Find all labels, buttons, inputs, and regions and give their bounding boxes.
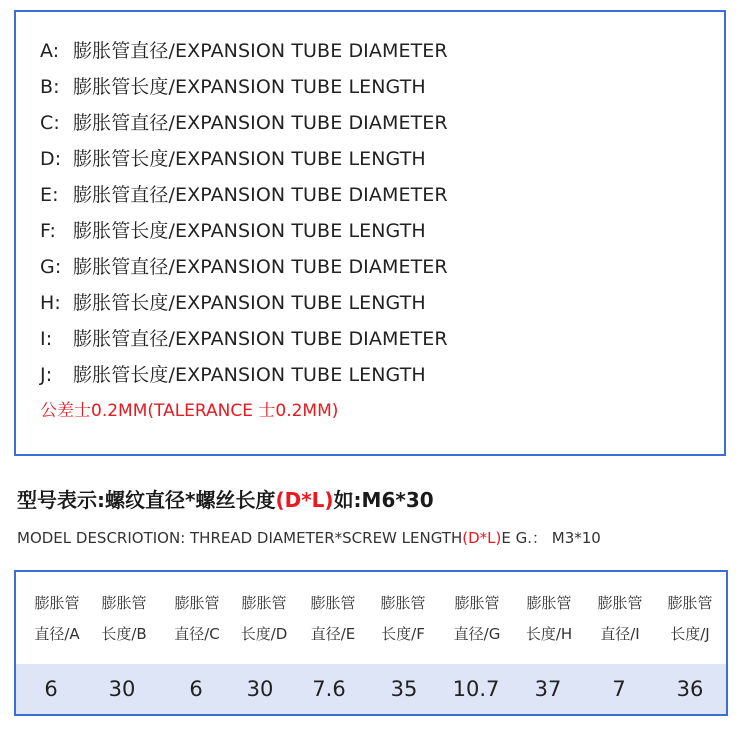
table-header-cell: [20, 588, 94, 650]
model-title: [17, 484, 434, 513]
legend-text: 膨胀管直径/EXPANSION TUBE DIAMETER: [73, 40, 448, 62]
table-header-cell: [440, 588, 514, 650]
table-value-cell: 6: [44, 677, 58, 701]
header-line-2: 直径/C: [174, 625, 220, 643]
table-value-row: [16, 664, 726, 714]
header-line-1: 膨胀管: [597, 594, 643, 612]
header-line-2: 直径/E: [310, 625, 356, 643]
table-header-cell: [227, 588, 301, 650]
header-line-1: 膨胀管: [241, 594, 287, 612]
legend-letter: E:: [40, 184, 59, 206]
legend-item-d: [40, 146, 448, 182]
table-value-cell: 37: [534, 677, 562, 701]
legend-text: 膨胀管长度/EXPANSION TUBE LENGTH: [73, 292, 426, 314]
legend-letter: D:: [40, 148, 62, 170]
header-line-1: 膨胀管: [454, 594, 500, 612]
header-line-2: 直径/G: [453, 625, 501, 643]
header-line-2: 长度/D: [240, 625, 288, 643]
legend-item-j: [40, 362, 448, 398]
model-description-example: E G.： M3*10: [501, 529, 601, 547]
table-value-cell: 7.6: [312, 677, 346, 701]
header-line-2: 直径/A: [34, 625, 80, 643]
legend-letter: H:: [40, 292, 61, 314]
legend-item-e: [40, 182, 448, 218]
legend-letter: F:: [40, 220, 57, 242]
table-value-cell: 10.7: [452, 677, 500, 701]
table-header-cell: [653, 588, 727, 650]
dimension-legend-list: [40, 38, 448, 424]
table-value-cell: 36: [676, 677, 704, 701]
table-value-cell: 6: [189, 677, 203, 701]
table-header-cell: [296, 588, 370, 650]
spec-table: [14, 570, 728, 716]
header-line-2: 长度/J: [670, 625, 710, 643]
table-value-cell: 35: [390, 677, 418, 701]
header-line-1: 膨胀管: [310, 594, 356, 612]
header-line-1: 膨胀管: [101, 594, 147, 612]
header-line-1: 膨胀管: [380, 594, 426, 612]
legend-item-g: [40, 254, 448, 290]
legend-text: 膨胀管直径/EXPANSION TUBE DIAMETER: [73, 112, 448, 134]
legend-item-b: [40, 74, 448, 110]
table-header-cell: [366, 588, 440, 650]
dimension-legend-box: [14, 10, 726, 456]
header-line-2: 直径/I: [600, 625, 640, 643]
legend-item-h: [40, 290, 448, 326]
tolerance-note: 公差士0.2MM(TALERANCE 士0.2MM): [40, 401, 339, 421]
model-title-prefix: 型号表示:螺纹直径*螺丝长度: [17, 488, 276, 512]
legend-letter: A:: [40, 40, 60, 62]
legend-item-a: [40, 38, 448, 74]
legend-text: 膨胀管直径/EXPANSION TUBE DIAMETER: [73, 328, 448, 350]
legend-item-i: [40, 326, 448, 362]
model-title-formula: (D*L): [275, 488, 334, 512]
model-description: [17, 527, 601, 548]
legend-letter: B:: [40, 76, 60, 98]
table-header-row: [16, 572, 726, 664]
legend-letter: C:: [40, 112, 60, 134]
header-line-2: 长度/B: [101, 625, 147, 643]
legend-letter: G:: [40, 256, 62, 278]
header-line-1: 膨胀管: [174, 594, 220, 612]
table-header-cell: [87, 588, 161, 650]
table-header-cell: [160, 588, 234, 650]
table-value-cell: 7: [612, 677, 626, 701]
table-header-cell: [512, 588, 586, 650]
legend-item-c: [40, 110, 448, 146]
header-line-1: 膨胀管: [667, 594, 713, 612]
model-title-example: 如:M6*30: [333, 488, 434, 512]
legend-text: 膨胀管长度/EXPANSION TUBE LENGTH: [73, 364, 426, 386]
table-header-cell: [583, 588, 657, 650]
legend-letter: J:: [40, 364, 53, 386]
model-description-formula: (D*L): [462, 529, 502, 547]
model-description-prefix: MODEL DESCRIOTION: THREAD DIAMETER*SCREW LENGTH: [17, 529, 463, 547]
table-value-cell: 30: [108, 677, 136, 701]
header-line-2: 长度/H: [525, 625, 573, 643]
header-line-1: 膨胀管: [34, 594, 80, 612]
legend-text: 膨胀管直径/EXPANSION TUBE DIAMETER: [73, 256, 448, 278]
legend-text: 膨胀管长度/EXPANSION TUBE LENGTH: [73, 76, 426, 98]
header-line-2: 长度/F: [381, 625, 425, 643]
legend-text: 膨胀管长度/EXPANSION TUBE LENGTH: [73, 220, 426, 242]
table-value-cell: 30: [246, 677, 274, 701]
legend-item-f: [40, 218, 448, 254]
header-line-1: 膨胀管: [526, 594, 572, 612]
legend-letter: I:: [40, 328, 53, 350]
legend-text: 膨胀管长度/EXPANSION TUBE LENGTH: [73, 148, 426, 170]
legend-text: 膨胀管直径/EXPANSION TUBE DIAMETER: [73, 184, 448, 206]
